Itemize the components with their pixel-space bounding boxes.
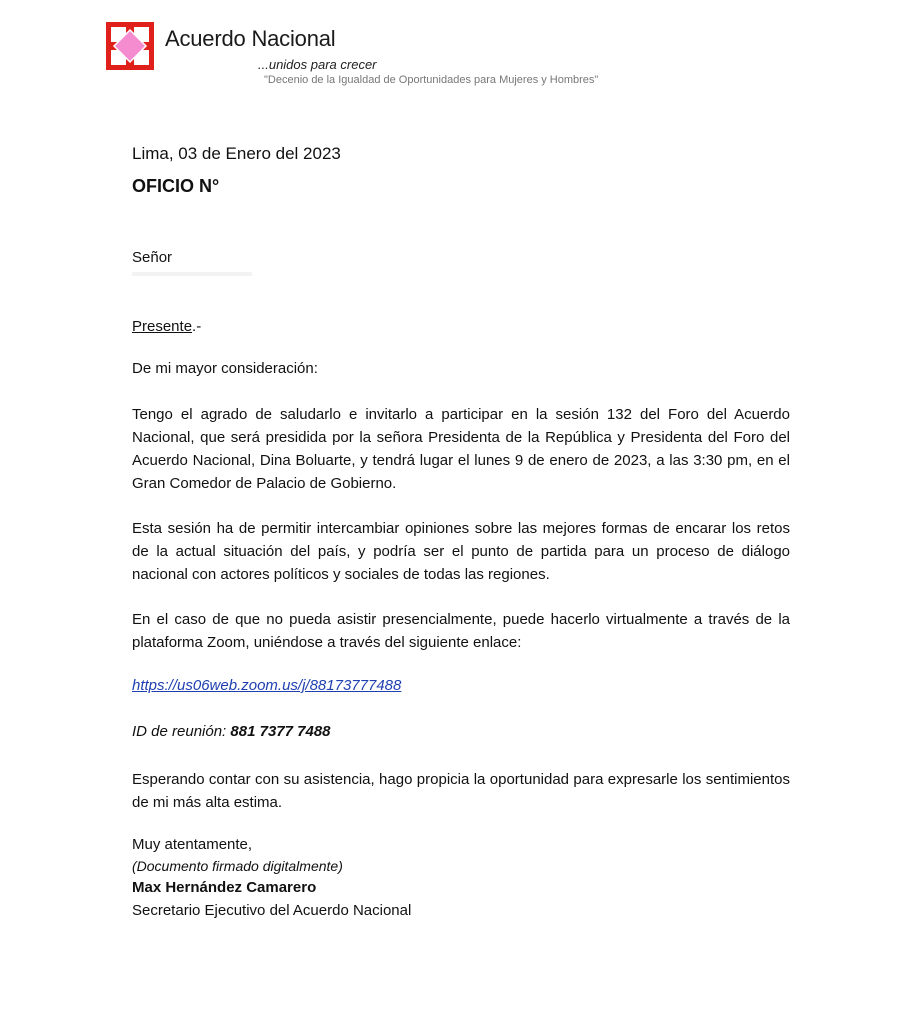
- redacted-addressee-name: [132, 272, 252, 276]
- zoom-link[interactable]: https://us06web.zoom.us/j/88173777488: [132, 677, 402, 694]
- brand-tagline: ...unidos para crecer: [258, 57, 377, 72]
- acuerdo-nacional-logo-icon: [106, 22, 154, 70]
- signer-title: Secretario Ejecutivo del Acuerdo Nacional: [132, 902, 412, 919]
- presente-line: [132, 318, 201, 335]
- paragraph-purpose: Esta sesión ha de permitir intercambiar opiniones sobre las mejores formas de encarar los retos de la actual situación del país, y podría ser el punto de partida para un proceso de diálogo nacional con actores políticos y sociales de todas las regiones.: [132, 520, 790, 583]
- paragraph-invitation: Tengo el agrado de saludarlo e invitarlo a participar en la sesión 132 del Foro del Acuerdo Nacional, que será presidida por la señora Presidenta de la República y Presidenta del Foro del Acuerdo Nacional, Dina Boluarte, y tendrá lugar el lunes 9 de enero de 2023, a las 3:30 pm, en el Gran Comedor de Palacio de Gobierno.: [132, 406, 790, 492]
- paragraph-closing: Esperando contar con su asistencia, hago propicia la oportunidad para expresarle los sentimientos de mi más alta estima.: [132, 771, 790, 811]
- decenio-motto: "Decenio de la Igualdad de Oportunidades para Mujeres y Hombres": [264, 74, 599, 86]
- meeting-id-line: [132, 723, 331, 740]
- oficio-number: OFICIO N°: [132, 176, 220, 196]
- meeting-id-label: ID de reunión:: [132, 723, 227, 740]
- presente-word: Presente: [132, 318, 193, 335]
- meeting-id-value: 881 7377 7488: [230, 723, 331, 740]
- closing-phrase: Muy atentamente,: [132, 836, 253, 853]
- paragraph-virtual: En el caso de que no pueda asistir presencialmente, puede hacerlo virtualmente a través de la plataforma Zoom, uniéndose a través del siguiente enlace:: [132, 611, 790, 651]
- signer-name: Max Hernández Camarero: [132, 879, 317, 896]
- brand-name: Acuerdo Nacional: [165, 26, 336, 51]
- digital-signature-note: (Documento firmado digitalmente): [132, 858, 343, 874]
- greeting: De mi mayor consideración:: [132, 360, 318, 377]
- presente-suffix: .-: [192, 318, 202, 335]
- addressee-salutation: Señor: [132, 249, 173, 266]
- letter-date: Lima, 03 de Enero del 2023: [132, 144, 341, 163]
